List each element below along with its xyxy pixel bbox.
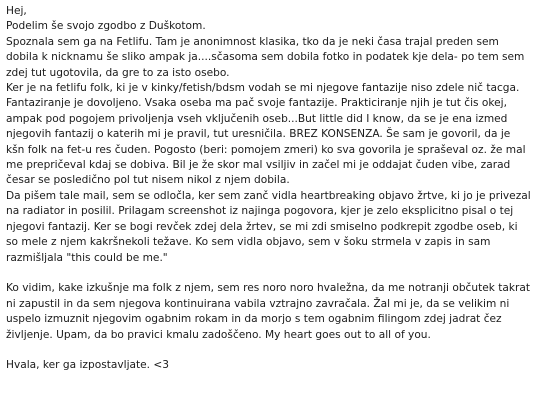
greeting-line: Hej, [6, 5, 27, 17]
paragraph-fantasies: Ker je na fetlifu folk, ki je v kinky/fetish/bdsm vodah se mi njegove fantazije niso zdele nič tacga. Fantaziranje je dovoljeno. Vsaka oseba ma pač svoje fantazije. Prakticiranje njih je tut čis okej, ampak pod pogojem privoljenja vseh vključenih oseb...But little did I know, da se je ena izmed njegovih fantazij o katerih mi je pravil, tut uresničila. BREZ KONSENZA. Še sam je govoril, da je kšn folk na fet-u res čuden. Pogosto (beri: pomojem zmeri) ko sva govorila je spraševal oz. že mal me prepričeval kdaj se dobiva. Bil je že skor mal vsiljiv in začel mi je oddajat čuden vibe, zarad česar se posledično pol tut nisem nikol z njem dobila. [6, 82, 526, 187]
paragraph-closing: Ko vidim, kake izkušnje ma folk z njem, sem res noro noro hvaležna, da me notranji občutek takrat ni zapustil in da sem njegova kontinuirana vabila vztrajno zavračala. Žal mi je, da se velikim ni uspelo izmuznit njegovim ogabnim rokam in da morjo s tem ogabnim filingom zdej jadrat čez življenje. Upam, da bo pravici kmalu zadoščeno. My heart goes out to all of you. [6, 282, 531, 341]
paragraph-spacer [6, 266, 531, 281]
paragraph-spacer [6, 343, 531, 358]
signoff-line: Hvala, ker ga izpostavljate. <3 [6, 359, 170, 372]
paragraph-reason: Da pišem tale mail, sem se odločla, ker sem zanč vidla heartbreaking objavo žrtve, ki jo je privezal na radiator in posilil. Prilagam screenshot iz najinga pogovora, kjer je zelo eksplicitno pisal o tej njegovi fantazij. Ker se bogi revček zdej dela žrtev, se mi zdi smiselno podkrepit zgodbe oseb, ki so mele z njem kakršnekoli težave. Ko sem vidla objavo, sem v šoku strmela v zapis in sam razmišljala "this could be me." [6, 189, 531, 264]
paragraph-meeting: Spoznala sem ga na Fetlifu. Tam je anonimnost klasika, tko da je neki časa trajal preden sem dobila k nicknamu še sliko ampak ja....sčasoma sem dobila fotko in podatek kje dela- po tem sem zdej tut ugotovila, da gre to za isto osebo. [6, 35, 525, 79]
intro-line: Podelim še svojo zgodbo z Duškotom. [6, 20, 206, 33]
